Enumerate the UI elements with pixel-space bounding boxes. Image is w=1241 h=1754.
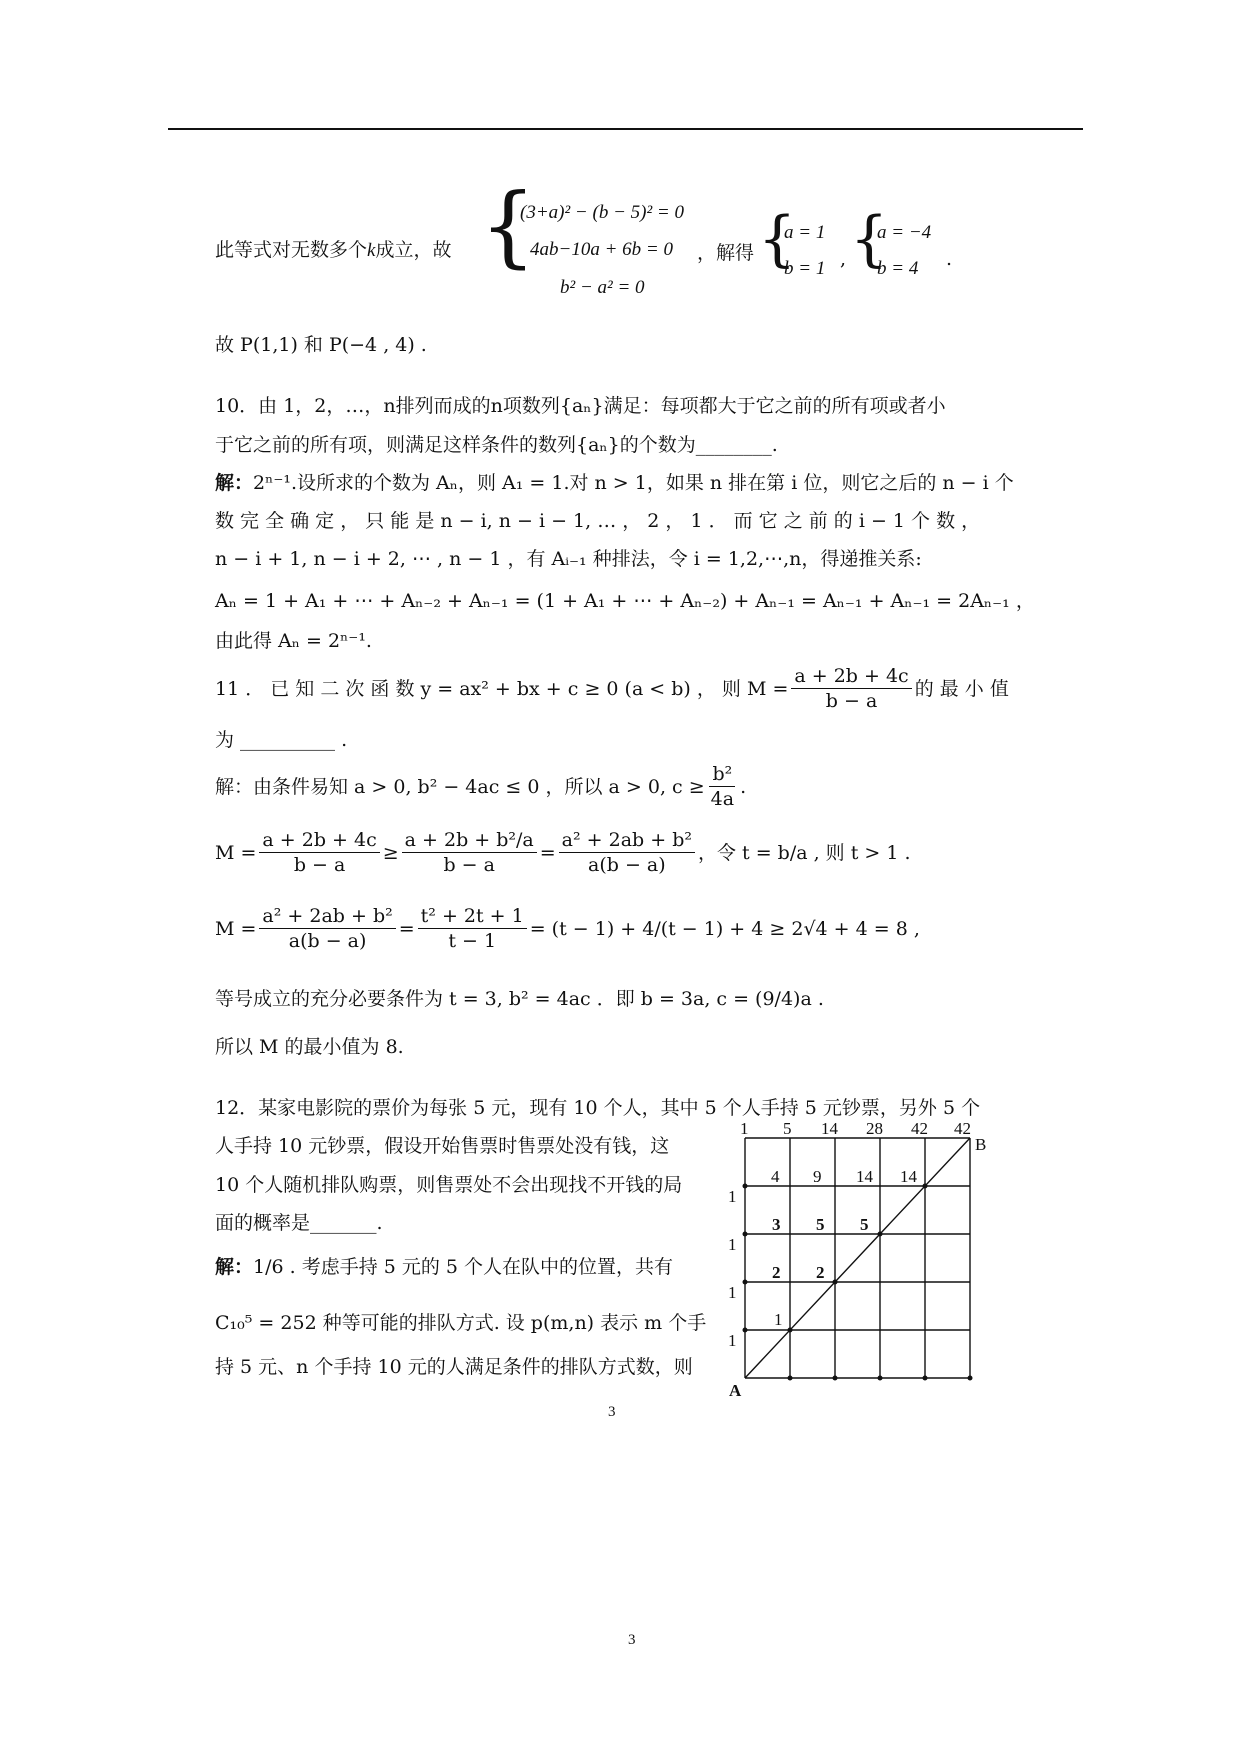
q12-solution: 解：1/6 . 考虑手持 5 元的 5 个人在队中的位置，共有 xyxy=(215,1256,674,1278)
inner-page-number: 3 xyxy=(608,1404,616,1420)
grid-left-2: 1 xyxy=(728,1235,737,1254)
sol1b: b = 1 xyxy=(784,258,826,279)
brace-left-3: { xyxy=(850,204,889,274)
q10-line5: n − i + 1, n − i + 2, ⋯ , n − 1 ，有 Aᵢ₋₁ 种排法，令 i = 1,2,⋯,n，得递推关系: xyxy=(215,548,922,570)
grid-r3-2: 5 xyxy=(816,1215,825,1234)
header-rule xyxy=(168,128,1083,130)
q12-line6: C₁₀⁵ = 252 种等可能的排队方式. 设 p(m,n) 表示 m 个手 xyxy=(215,1312,707,1334)
q10-line4: 数 完 全 确 定 ， 只 能 是 n − i, n − i − 1, … ， 2 ， 1 ． 而 它 之 前 的 i − 1 个 数 ， xyxy=(215,510,981,532)
q11-m1: M = $\frac{a + 2b + 4c}{b - a}$ ≥ $\frac{\text{a + 2b + b²/a}}{b - a}$ = $\frac{\text{a² + 2ab + b²}}{a(b - a)}$ ，令 t = b/a , 则 t > 1 . xyxy=(215,829,911,876)
grid-left-3: 1 xyxy=(728,1283,737,1302)
grid-r4-2: 2 xyxy=(816,1263,825,1282)
grid-top-6: 42 xyxy=(954,1120,971,1138)
q12-line3: 10 个人随机排队购票，则售票处不会出现找不开钱的局 xyxy=(215,1174,683,1196)
grid-r2-4: 14 xyxy=(900,1167,917,1186)
comma: , xyxy=(840,248,847,270)
grid-r3-1: 3 xyxy=(772,1215,781,1234)
grid-left-4: 1 xyxy=(728,1331,737,1350)
s1-lead: 此等式对无数多个k成立，故 xyxy=(215,239,452,261)
grid-r4-1: 2 xyxy=(772,1263,781,1282)
q11-line1: 11 ． 已 知 二 次 函 数 y = ax² + bx + c ≥ 0 (a < b) ， 则 M = $\frac{a + 2b + 4c}{b - a}$ 的 最 小 值 xyxy=(215,665,1009,712)
brace-left-1: { xyxy=(480,174,536,277)
q11-line2: 为 __________ . xyxy=(215,729,348,751)
grid-top-1: 1 xyxy=(740,1120,749,1138)
grid-left-1: 1 xyxy=(728,1187,737,1206)
grid-top-2: 5 xyxy=(783,1120,792,1138)
corner-a: A xyxy=(729,1381,742,1400)
q10-solution: 解：2ⁿ⁻¹.设所求的个数为 Aₙ，则 A₁ = 1.对 n > 1，如果 n 排在第 i 位，则它之后的 n − i 个 xyxy=(215,472,1014,494)
q12-line4: 面的概率是_______. xyxy=(215,1212,383,1234)
equation-2: 4ab−10a + 6b = 0 xyxy=(530,239,673,260)
q10-line1: 10．由 1，2，…，n排列而成的n项数列{aₙ}满足：每项都大于它之前的所有项或者小 xyxy=(215,395,946,417)
q10-line6: Aₙ = 1 + A₁ + ⋯ + Aₙ₋₂ + Aₙ₋₁ = (1 + A₁ + ⋯ + Aₙ₋₂) + Aₙ₋₁ = Aₙ₋₁ + Aₙ₋₁ = 2Aₙ₋₁ ， xyxy=(215,590,1035,612)
corner-b: B xyxy=(975,1135,987,1154)
s1-conclusion: 故 P(1,1) 和 P(−4 , 4) . xyxy=(215,334,427,356)
sol1a: a = 1 xyxy=(784,222,826,243)
q10-line2: 于它之前的所有项，则满足这样条件的数列{aₙ}的个数为________. xyxy=(215,434,778,456)
path-grid-diagram xyxy=(720,1120,1000,1400)
q10-line7: 由此得 Aₙ = 2ⁿ⁻¹. xyxy=(215,630,372,652)
footer-page-number: 3 xyxy=(628,1632,636,1648)
grid-r2-2: 9 xyxy=(813,1167,822,1186)
equation-3: b² − a² = 0 xyxy=(560,277,645,298)
equation-1: (3+a)² − (b − 5)² = 0 xyxy=(520,202,684,223)
q11-solution: 解：由条件易知 a > 0, b² − 4ac ≤ 0 ，所以 a > 0, c ≥ $\frac{\text{b²}}{4a}$ . xyxy=(215,763,747,810)
sol2b: b = 4 xyxy=(877,258,919,279)
q11-m2: M = $\frac{\text{a² + 2ab + b²}}{a(b - a)}$ = $\frac{\text{t² + 2t + 1}}{t - 1}$ = (t − 1) + 4/(t − 1) + 4 ≥ 2√4 + 4 = 8 , xyxy=(215,905,920,952)
grid-r2-1: 4 xyxy=(771,1167,780,1186)
grid-r2-3: 14 xyxy=(856,1167,873,1186)
q11-result: 所以 M 的最小值为 8. xyxy=(215,1036,404,1058)
period: . xyxy=(946,248,953,270)
brace-left-2: { xyxy=(758,204,797,274)
sol2a: a = −4 xyxy=(877,222,932,243)
grid-top-3: 14 xyxy=(821,1120,838,1138)
grid-top-4: 28 xyxy=(866,1120,883,1138)
q12-line1: 12．某家电影院的票价为每张 5 元，现有 10 个人，其中 5 个人手持 5 元钞票，另外 5 个 xyxy=(215,1097,981,1119)
grid-r5-1: 1 xyxy=(774,1310,783,1329)
solve-label: ，解得 xyxy=(697,242,755,264)
q12-line2: 人手持 10 元钞票，假设开始售票时售票处没有钱，这 xyxy=(215,1135,670,1157)
q12-line7: 持 5 元、n 个手持 10 元的人满足条件的排队方式数，则 xyxy=(215,1356,693,1378)
grid-top-5: 42 xyxy=(911,1120,928,1138)
q11-condition: 等号成立的充分必要条件为 t = 3, b² = 4ac ．即 b = 3a, c = (9/4)a . xyxy=(215,988,824,1010)
grid-r3-3: 5 xyxy=(860,1215,869,1234)
